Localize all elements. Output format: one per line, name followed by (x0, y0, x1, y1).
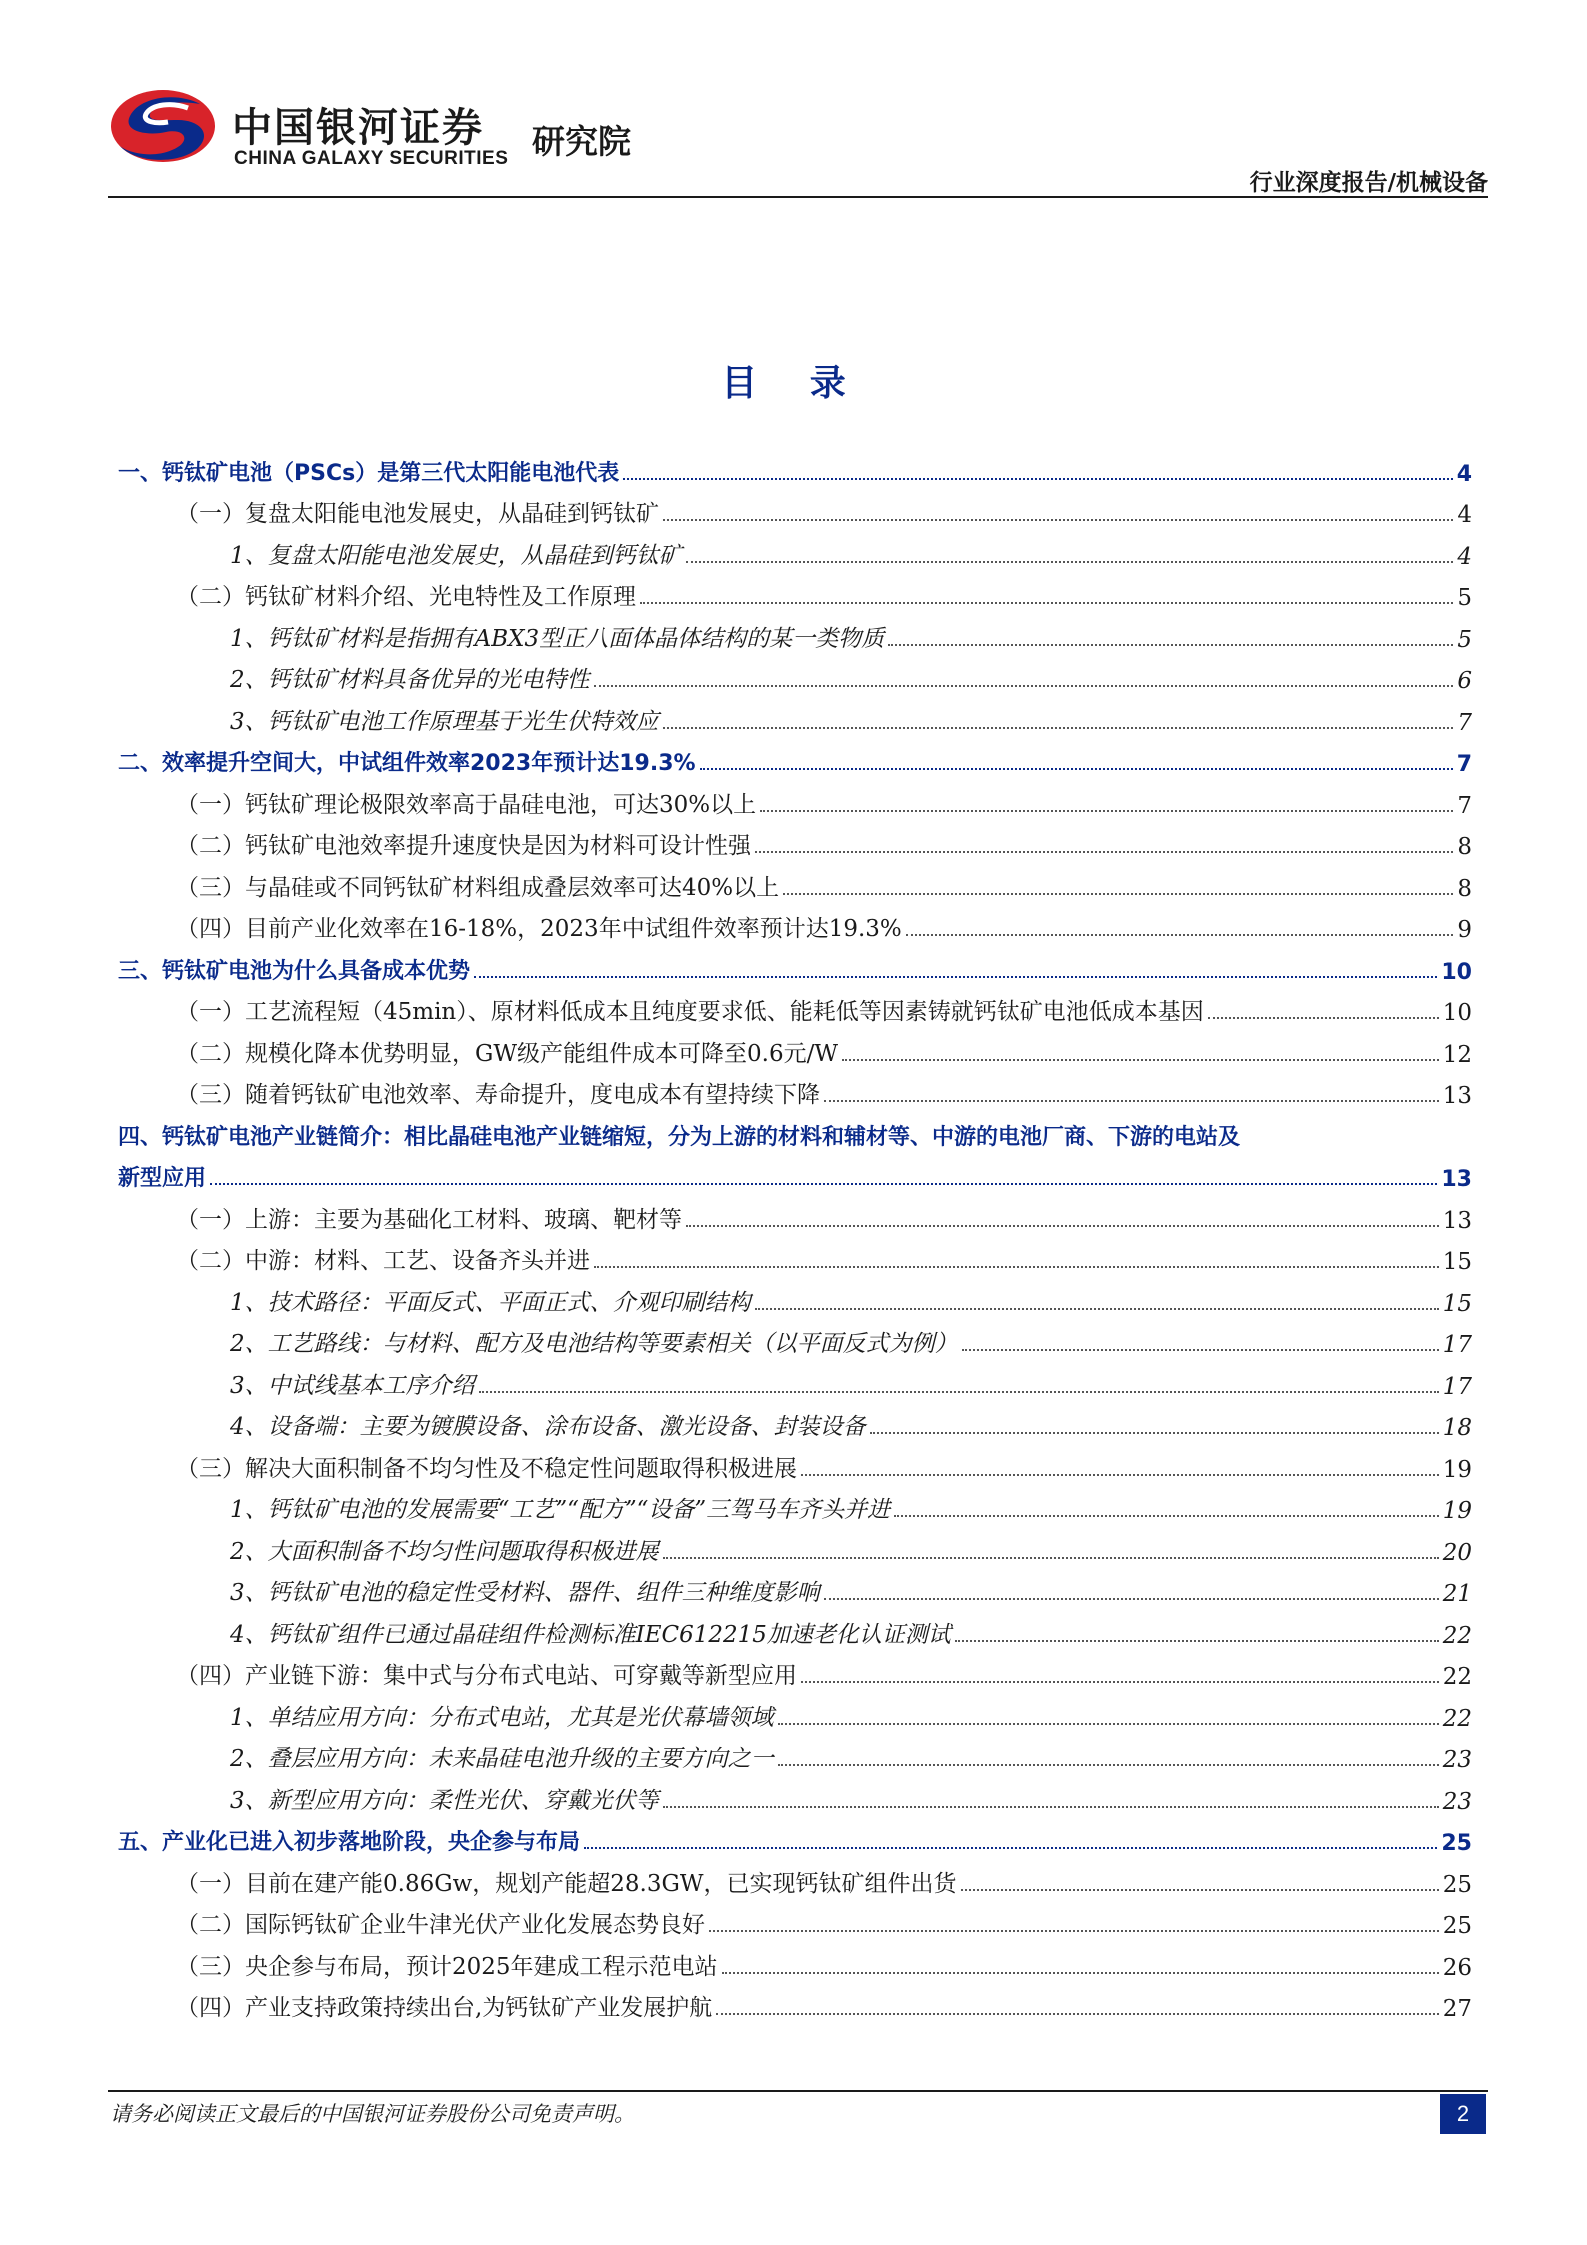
toc-entry[interactable]: 3、中试线基本工序介绍 17 (230, 1372, 1472, 1400)
toc-entry[interactable]: （三）解决大面积制备不均匀性及不稳定性问题取得积极进展 19 (176, 1455, 1472, 1483)
toc-entry[interactable]: （二）中游：材料、工艺、设备齐头并进 15 (176, 1248, 1472, 1275)
toc-entry[interactable]: （四）产业链下游：集中式与分布式电站、可穿戴等新型应用 22 (176, 1663, 1472, 1690)
toc-entry[interactable]: （二）钙钛矿电池效率提升速度快是因为材料可设计性强 8 (176, 833, 1472, 860)
toc-entry[interactable]: （一）工艺流程短（45min）、原材料低成本且纯度要求低、能耗低等因素铸就钙钛矿电池低成本基因 10 (176, 999, 1472, 1026)
header-divider (108, 196, 1488, 198)
toc-entry[interactable]: 三、钙钛矿电池为什么具备成本优势 10 (118, 958, 1472, 985)
toc-entry[interactable]: 一、钙钛矿电池（PSCs）是第三代太阳能电池代表 4 (118, 460, 1472, 487)
toc-entry[interactable]: 1、复盘太阳能电池发展史，从晶硅到钙钛矿 4 (230, 542, 1472, 570)
toc-entry-wrapped-line[interactable]: 四、钙钛矿电池产业链简介：相比晶硅电池产业链缩短，分为上游的材料和辅材等、中游的电池厂商、下游的电站及 (118, 1124, 1241, 1150)
toc-entry[interactable]: （一）目前在建产能0.86Gw，规划产能超28.3GW，已实现钙钛矿组件出货 25 (176, 1870, 1472, 1898)
toc-entry[interactable]: （二）钙钛矿材料介绍、光电特性及工作原理 5 (176, 584, 1472, 611)
toc-entry[interactable]: （一）钙钛矿理论极限效率高于晶硅电池，可达30%以上 7 (176, 791, 1472, 819)
toc-entry[interactable]: 3、钙钛矿电池的稳定性受材料、器件、组件三种维度影响 21 (230, 1580, 1472, 1607)
logo-chinese-name: 中国银河证券 (232, 105, 484, 151)
toc-entry[interactable]: （四）产业支持政策持续出台,为钙钛矿产业发展护航 27 (176, 1995, 1472, 2022)
toc-entry[interactable]: （一）复盘太阳能电池发展史，从晶硅到钙钛矿 4 (176, 501, 1472, 528)
footer-disclaimer: 请务必阅读正文最后的中国银河证券股份公司免责声明。 (110, 2102, 635, 2126)
toc-entry[interactable]: 2、叠层应用方向：未来晶硅电池升级的主要方向之一 23 (230, 1746, 1472, 1773)
toc-entry[interactable]: 新型应用 13 (118, 1166, 1472, 1192)
galaxy-logo-icon (108, 86, 218, 166)
footer-divider (108, 2090, 1488, 2092)
toc-entry[interactable]: 1、技术路径：平面反式、平面正式、介观印刷结构 15 (230, 1289, 1472, 1317)
toc-entry[interactable]: （一）上游：主要为基础化工材料、玻璃、靶材等 13 (176, 1206, 1472, 1234)
toc-entry[interactable]: 3、钙钛矿电池工作原理基于光生伏特效应 7 (230, 708, 1472, 736)
toc-entry[interactable]: 2、钙钛矿材料具备优异的光电特性 6 (230, 667, 1472, 694)
page-number: 2 (1440, 2094, 1486, 2134)
toc-entry[interactable]: 1、单结应用方向：分布式电站，尤其是光伏幕墙领域 22 (230, 1704, 1472, 1732)
institute-name: 研究院 (532, 122, 631, 161)
report-type: 行业深度报告/机械设备 (1249, 170, 1488, 196)
toc-entry[interactable]: 3、新型应用方向：柔性光伏、穿戴光伏等 23 (230, 1787, 1472, 1815)
page-header (108, 86, 1488, 198)
toc-entry[interactable]: （四）目前产业化效率在16-18%，2023年中试组件效率预计达19.3% 9 (176, 916, 1472, 943)
toc-entry[interactable]: （二）规模化降本优势明显，GW级产能组件成本可降至0.6元/W 12 (176, 1040, 1472, 1068)
table-of-contents (118, 445, 1472, 2022)
toc-entry[interactable]: （三）与晶硅或不同钙钛矿材料组成叠层效率可达40%以上 8 (176, 874, 1472, 902)
toc-entry[interactable]: （三）随着钙钛矿电池效率、寿命提升，度电成本有望持续下降 13 (176, 1082, 1472, 1109)
toc-entry[interactable]: 4、钙钛矿组件已通过晶硅组件检测标准IEC612215加速老化认证测试 22 (230, 1621, 1472, 1649)
toc-entry[interactable]: 1、钙钛矿材料是指拥有ABX3型正八面体晶体结构的某一类物质 5 (230, 625, 1472, 653)
toc-entry[interactable]: （二）国际钙钛矿企业牛津光伏产业化发展态势良好 25 (176, 1912, 1472, 1939)
toc-entry[interactable]: 2、大面积制备不均匀性问题取得积极进展 20 (230, 1538, 1472, 1566)
toc-entry[interactable]: 五、产业化已进入初步落地阶段，央企参与布局 25 (118, 1830, 1472, 1856)
toc-entry[interactable]: 2、工艺路线：与材料、配方及电池结构等要素相关（以平面反式为例） 17 (230, 1331, 1472, 1358)
toc-title: 目 录 (721, 363, 866, 404)
logo-english-name: CHINA GALAXY SECURITIES (234, 148, 509, 169)
toc-entry[interactable]: （三）央企参与布局，预计2025年建成工程示范电站 26 (176, 1953, 1472, 1981)
toc-entry[interactable]: 1、钙钛矿电池的发展需要“工艺”“配方”“设备”三驾马车齐头并进 19 (230, 1497, 1472, 1524)
toc-entry[interactable]: 二、效率提升空间大，中试组件效率2023年预计达19.3% 7 (118, 751, 1472, 777)
toc-entry[interactable]: 4、设备端：主要为镀膜设备、涂布设备、激光设备、封装设备 18 (230, 1414, 1472, 1441)
